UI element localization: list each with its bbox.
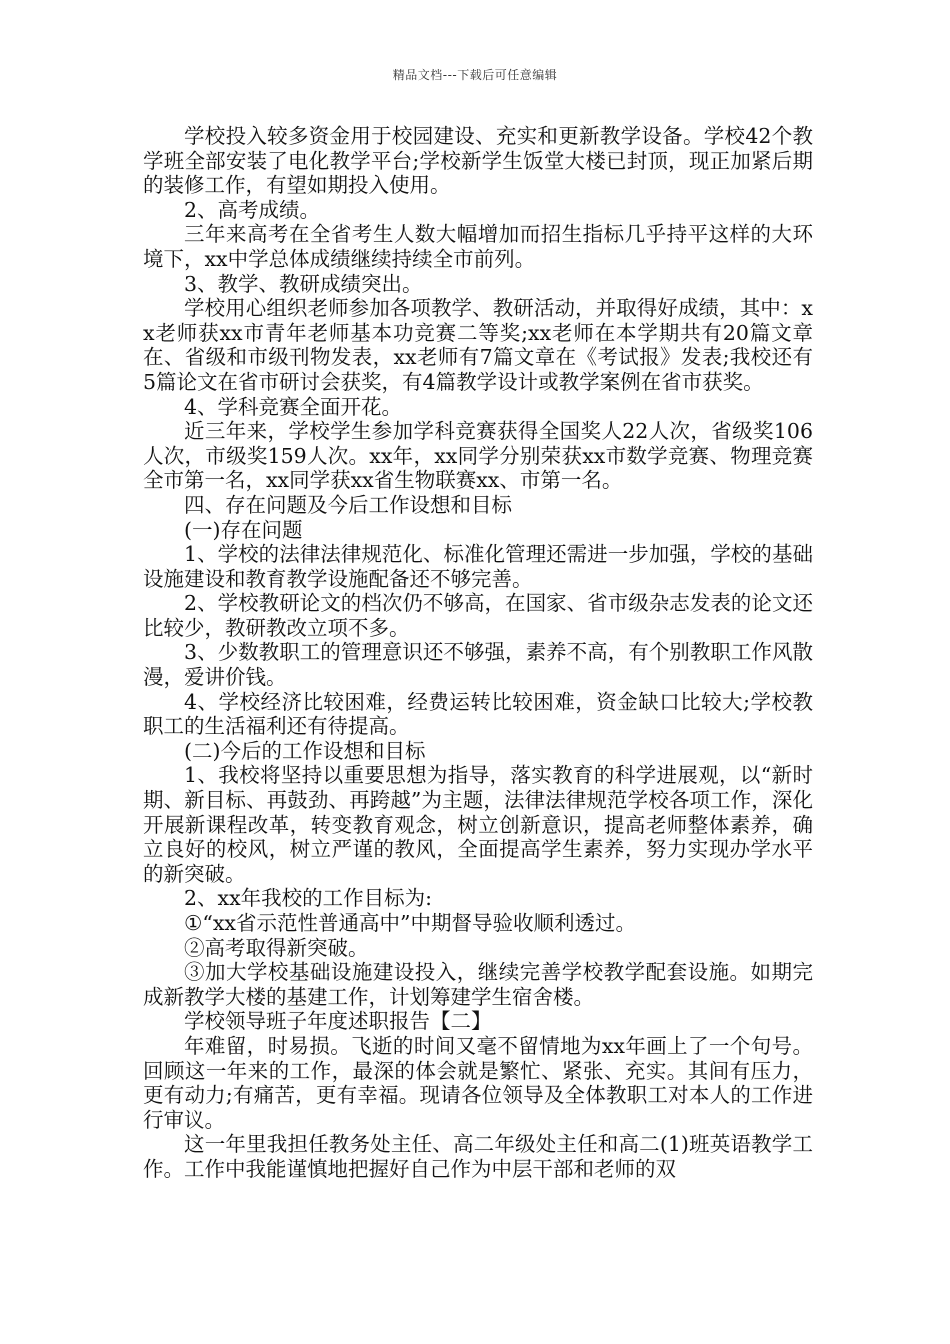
plan-item-1: 1、我校将坚持以重要思想为指导，落实教育的科学进展观，以“新时期、新目标、再鼓劲、再跨越”为主题，法律法律规范学校各项工作，深化开展新课程改革，转变教育观念，树立创新意识，提高老师整体素养，确立良好的校风，树立严谨的教风，全面提高学生素养，努力实现办学水平的新突破。 bbox=[143, 763, 813, 886]
subheading-future-plans: (二)今后的工作设想和目标 bbox=[184, 738, 426, 763]
subheading-existing-problems: (一)存在问题 bbox=[184, 517, 303, 542]
plan-item-2: 2、xx年我校的工作目标为: bbox=[184, 886, 433, 911]
paragraph-gaokao: 三年来高考在全省考生人数大幅增加而招生指标几乎持平这样的大环境下，xx中学总体成绩继续持续全市前列。 bbox=[143, 222, 813, 271]
problem-item-3: 3、少数教职工的管理意识还不够强，素养不高，有个别教职工作风散漫，爱讲价钱。 bbox=[143, 640, 813, 690]
heading-gaokao-results: 2、高考成绩。 bbox=[184, 197, 321, 222]
heading-competitions: 4、学科竞赛全面开花。 bbox=[184, 394, 403, 419]
problem-item-1: 1、学校的法律法律规范化、标准化管理还需进一步加强，学校的基础设施建设和教育教学设施配备还不够完善。 bbox=[143, 542, 813, 591]
problem-item-2: 2、学校教研论文的档次仍不够高，在国家、省市级杂志发表的论文还比较少，教研教改立项不多。 bbox=[143, 591, 813, 640]
goal-item-1: ①“xx省示范性普通高中”中期督导验收顺利透过。 bbox=[184, 911, 636, 935]
paragraph-competitions: 近三年来，学校学生参加学科竞赛获得全国奖人22人次，省级奖106人次，市级奖159人次。xx年，xx同学分别荣获xx市数学竞赛、物理竞赛全市第一名，xx同学获xx省生物联赛xx、市第一名。 bbox=[143, 419, 813, 493]
report-title-two: 学校领导班子年度述职报告【二】 bbox=[184, 1009, 492, 1034]
paragraph-duties: 这一年里我担任教务处主任、高二年级处主任和高二(1)班英语教学工作。工作中我能谨慎地把握好自己作为中层干部和老师的双 bbox=[143, 1132, 813, 1181]
document-body bbox=[143, 124, 813, 1182]
paragraph-year-review: 年难留，时易损。飞逝的时间又毫不留情地为xx年画上了一个句号。回顾这一年来的工作，最深的体会就是繁忙、紧张、充实。其间有压力，更有动力;有痛苦，更有幸福。现请各位领导及全体教职工对本人的工作进行审议。 bbox=[143, 1033, 813, 1132]
goal-item-3: ③加大学校基础设施建设投入，继续完善学校教学配套设施。如期完成新教学大楼的基建工作，计划筹建学生宿舍楼。 bbox=[143, 960, 813, 1009]
problem-item-4: 4、学校经济比较困难，经费运转比较困难，资金缺口比较大;学校教职工的生活福利还有待提高。 bbox=[143, 689, 813, 739]
paragraph-teaching-research: 学校用心组织老师参加各项教学、教研活动，并取得好成绩，其中：xx老师获xx市青年老师基本功竞赛二等奖;xx老师在本学期共有20篇文章在、省级和市级刊物发表，xx老师有7篇文章在《考试报》发表;我校还有5篇论文在省市研讨会获奖，有4篇教学设计或教学案例在省市获奖。 bbox=[143, 296, 813, 394]
paragraph-funding: 学校投入较多资金用于校园建设、充实和更新教学设备。学校42个教学班全部安装了电化教学平台;学校新学生饭堂大楼已封顶，现正加紧后期的装修工作，有望如期投入使用。 bbox=[143, 124, 813, 198]
page-header: 精品文档---下载后可任意编辑 bbox=[392, 68, 558, 82]
goal-item-2: ②高考取得新突破。 bbox=[184, 935, 369, 960]
heading-teaching-research: 3、教学、教研成绩突出。 bbox=[184, 271, 423, 296]
section-heading-problems-goals: 四、存在问题及今后工作设想和目标 bbox=[184, 492, 512, 517]
